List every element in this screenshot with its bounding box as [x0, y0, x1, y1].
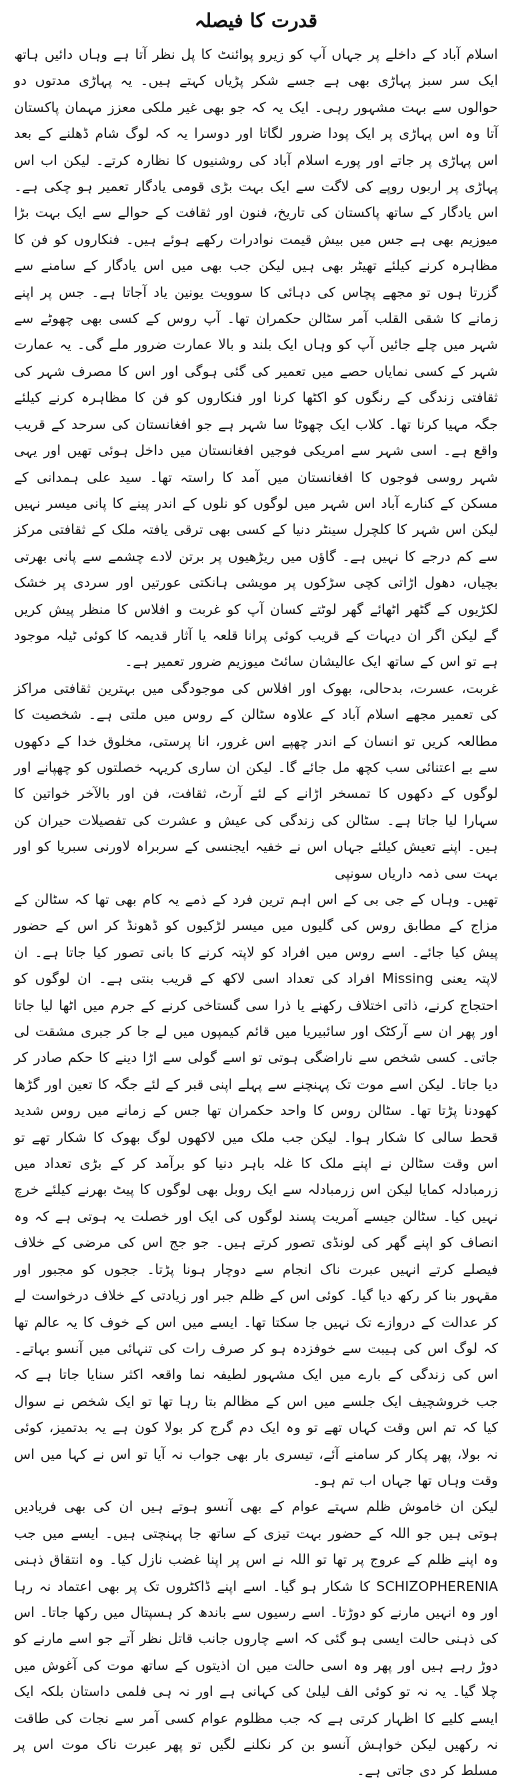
article-paragraph-1: اسلام آباد کے داخلے پر جہاں آپ کو زیرو پوائنٹ کا پل نظر آتا ہے وہاں دائیں ہاتھ ایک سر سبز پہاڑی بھی ہے جسے شکر پڑیاں کہتے ہیں۔ یہ پہاڑی مدتوں دو حوالوں سے بہت مشہور رہی۔ ایک یہ کہ جو بھی غیر ملکی معزز مہمان پاکستان آتا وہ اس پہاڑی پر ایک پودا ضرور لگاتا اور دوسرا یہ کہ لوگ شام ڈھلنے کے بعد اس پہاڑی پر جاتے اور پورے اسلام آباد کی روشنیوں کا نظارہ کرتے۔ لیکن اب اس پہاڑی پر اربوں روپے کی لاگت سے ایک بہت بڑی قومی یادگار تعمیر ہو چکی ہے۔ اس یادگار کے ساتھ پاکستان کی تاریخ، فنون اور ثقافت کے حوالے سے ایک بہت بڑا میوزیم بھی ہے جس میں بیش قیمت نوادرات رکھے ہوئے ہیں۔ فنکاروں کو فن کا مظاہرہ کرنے کیلئے تھیٹر بھی ہیں لیکن جب بھی میں اس یادگار کے سامنے سے گزرتا ہوں تو مجھے پچاس کی دہائی کا سوویت یونین یاد آجاتا ہے۔ جس پر اپنے زمانے کا شقی القلب آمر سٹالن حکمران تھا۔ آپ روس کے کسی بھی چھوٹے سے شہر میں چلے جائیں آپ کو وہاں ایک بلند و بالا عمارت ضرور ملے گی۔ یہ عمارت شہر کے کسی نمایاں حصے میں تعمیر کی گئی ہوگی اور اس کا مصرف شہر کی ثقافتی زندگی کے رنگوں کو اکٹھا کرنا اور فنکاروں کو فن کا مظاہرہ کرنے کیلئے جگہ مہیا کرنا تھا۔ کلاب ایک چھوٹا سا شہر ہے جو افغانستان کی سرحد کے قریب واقع ہے۔ اسی شہر سے امریکی فوجیں افغانستان میں داخل ہوئی تھیں اور یہی شہر روسی فوجوں کا افغانستان میں آمد کا راستہ تھا۔ سید علی ہمدانی کے مسکن کے کنارے آباد اس شہر میں لوگوں کو نلوں کے اندر پینے کا پانی میسر نہیں لیکن اس شہر کا کلچرل سینٹر دنیا کے کسی بھی ترقی یافتہ ملک کے ثقافتی مرکز سے کم درجے کا نہیں ہے۔ گاؤں میں ریڑھیوں پر برتن لادے چشمے سے پانی بھرتی بچیاں، دھول اڑاتی کچی سڑکوں پر مویشی ہانکتی عورتیں اور سردی پر خشک لکڑیوں کے گٹھر اٹھائے گھر لوٹتے کسان آپ کو غربت و افلاس کا منظر پیش کریں گے لیکن اگر ان دیہات کے قریب کوئی پرانا قلعہ یا آثار قدیمہ کا کوئی ٹیلہ موجود ہے تو اس کے ساتھ ایک عالیشان سائٹ میوزیم ضرور تعمیر ہے۔ — [14, 47, 498, 671]
article-paragraph-4: لیکن ان خاموش ظلم سہتے عوام کے بھی آنسو ہوتے ہیں ان کی بھی فریادیں ہوتی ہیں جو اللہ کے حضور بہت تیزی کے ساتھ جا پہنچتی ہیں۔ ایسے میں جب وہ اپنے ظلم کے عروج پر تھا تو اللہ نے اس پر اپنا غضب نازل کیا۔ وہ انتقاق ذہنی SCHIZOPHERENIA کا شکار ہو گیا۔ اسے اپنے ڈاکٹروں تک پر بھی اعتماد نہ رہا اور وہ انہیں مارنے کو دوڑتا۔ اسے رسیوں سے باندھ کر ہسپتال میں رکھا جاتا۔ اس کی ذہنی حالت ایسی ہو گئی کہ اسے چاروں جانب قاتل نظر آتے جو اسے مارنے کو دوڑ رہے ہیں اور پھر وہ اسی حالت میں ان اذیتوں کے ساتھ موت کی آغوش میں چلا گیا۔ یہ نہ تو کوئی الف لیلیٰ کی کہانی ہے اور نہ ہی فلمی داستان بلکہ ایک ایسے کلیے کا اظہار کرتی ہے کہ جب مظلوم عوام کسی آمر سے نجات کی طاقت نہ رکھیں لیکن خواہش آنسو بن کر نکلنے لگیں تو پھر عبرت ناک موت اس پر مسلط کر دی جاتی ہے۔ — [14, 1499, 498, 1780]
article-paragraph-3: تھیں۔ وہاں کے جی بی کے اس اہم ترین فرد کے ذمے یہ کام بھی تھا کہ سٹالن کے مزاج کے مطابق روس کی گلیوں میں میسر لڑکیوں کو ڈھونڈ کر اس کے حضور پیش کیا جائے۔ اسے روس میں افراد کو لاپتہ کرنے کا بانی تصور کیا جاتا ہے۔ ان لاپتہ یعنی Missing افراد کی تعداد اسی لاکھ کے قریب بنتی ہے۔ ان لوگوں کو احتجاج کرنے، ذاتی اختلاف رکھنے یا ذرا سی گستاخی کرنے کے جرم میں اٹھا لیا جاتا اور پھر ان سے آرکٹک اور سائبیریا میں قائم کیمپوں میں لے جا کر جبری مشقت لی جاتی۔ کسی شخص سے ناراضگی ہوتی تو اسے گولی سے اڑا دینے کا حکم صادر کر دیا جاتا۔ لیکن اسے موت تک پہنچنے سے پہلے اپنی قبر کے لئے جگہ کا تعین اور گڑھا کھودنا پڑتا تھا۔ سٹالن روس کا واحد حکمران تھا جس کے زمانے میں روس شدید قحط سالی کا شکار ہوا۔ لیکن جب ملک میں لاکھوں لوگ بھوک کا شکار تھے تو اس وقت سٹالن نے اپنے ملک کا غلہ باہر دنیا کو برآمد کر کے بڑی تعداد میں زرمبادلہ کمایا لیکن اس زرمبادلہ سے ایک روبل بھی لوگوں کا پیٹ بھرنے کیلئے خرچ نہیں کیا۔ سٹالن جیسے آمریت پسند لوگوں کی ایک اور خصلت یہ ہوتی ہے کہ وہ انصاف کو اپنے گھر کی لونڈی تصور کرتے ہیں۔ جو جج اس کی مرضی کے خلاف فیصلے کرتے انہیں عبرت ناک انجام سے دوچار ہونا پڑتا۔ ججوں کو مجبور اور مقہور بنا کر رکھ دیا گیا۔ کوئی اس کے ظلم جبر اور زیادتی کے خلاف درخواست لے کر عدالت کے دروازے تک نہیں جا سکتا تھا۔ ایسے میں اس کے خوف کا یہ عالم تھا کہ لوگ اس کی ہیبت سے خوفزدہ ہو کر صرف رات کی تنہائی میں آنسو بہاتے۔ اس کی زندگی کے بارے میں ایک مشہور لطیفہ نما واقعہ اکثر سنایا جاتا ہے کہ جب خروشچیف ایک جلسے میں اس کے مظالم بتا رہا تھا تو ایک شخص نے سوال کیا کہ تم اس وقت کہاں تھے تو وہ ایک دم گرج کر بولا کون ہے یہ بدتمیز، کوئی نہ بولا، پھر پکار کر سامنے آئے، تیسری بار بھی جواب نہ آیا تو اس نے کہا میں اس وقت وہاں تھا جہاں اب تم ہو۔ — [14, 892, 498, 1489]
article-paragraph-2: غربت، عسرت، بدحالی، بھوک اور افلاس کی موجودگی میں بہترین ثقافتی مراکز کی تعمیر مجھے اسلام آباد کے علاوہ سٹالن کے روس میں ملتی ہے۔ شخصیت کا مطالعہ کریں تو انسان کے اندر چھپے اس غرور، انا پرستی، مخلوق خدا کے دکھوں سے بے اعتنائی سب کچھ مل جائے گا۔ لیکن ان ساری کریہہ خصلتوں کو چھپانے اور لوگوں کے دکھوں کا تمسخر اڑانے کے لئے آرٹ، ثقافت، فن اور بالآخر خواتین کا سہارا لیا جاتا ہے۔ سٹالن کی زندگی کی عیش و عشرت کی تفصیلات حیران کن ہیں۔ اپنے تعیش کیلئے جہاں اس نے خفیہ ایجنسی کے سربراہ لاورنی سبریا کو اور بہت سی ذمہ داریاں سونپی — [14, 680, 498, 882]
article-title: قدرت کا فیصلہ — [194, 10, 318, 32]
